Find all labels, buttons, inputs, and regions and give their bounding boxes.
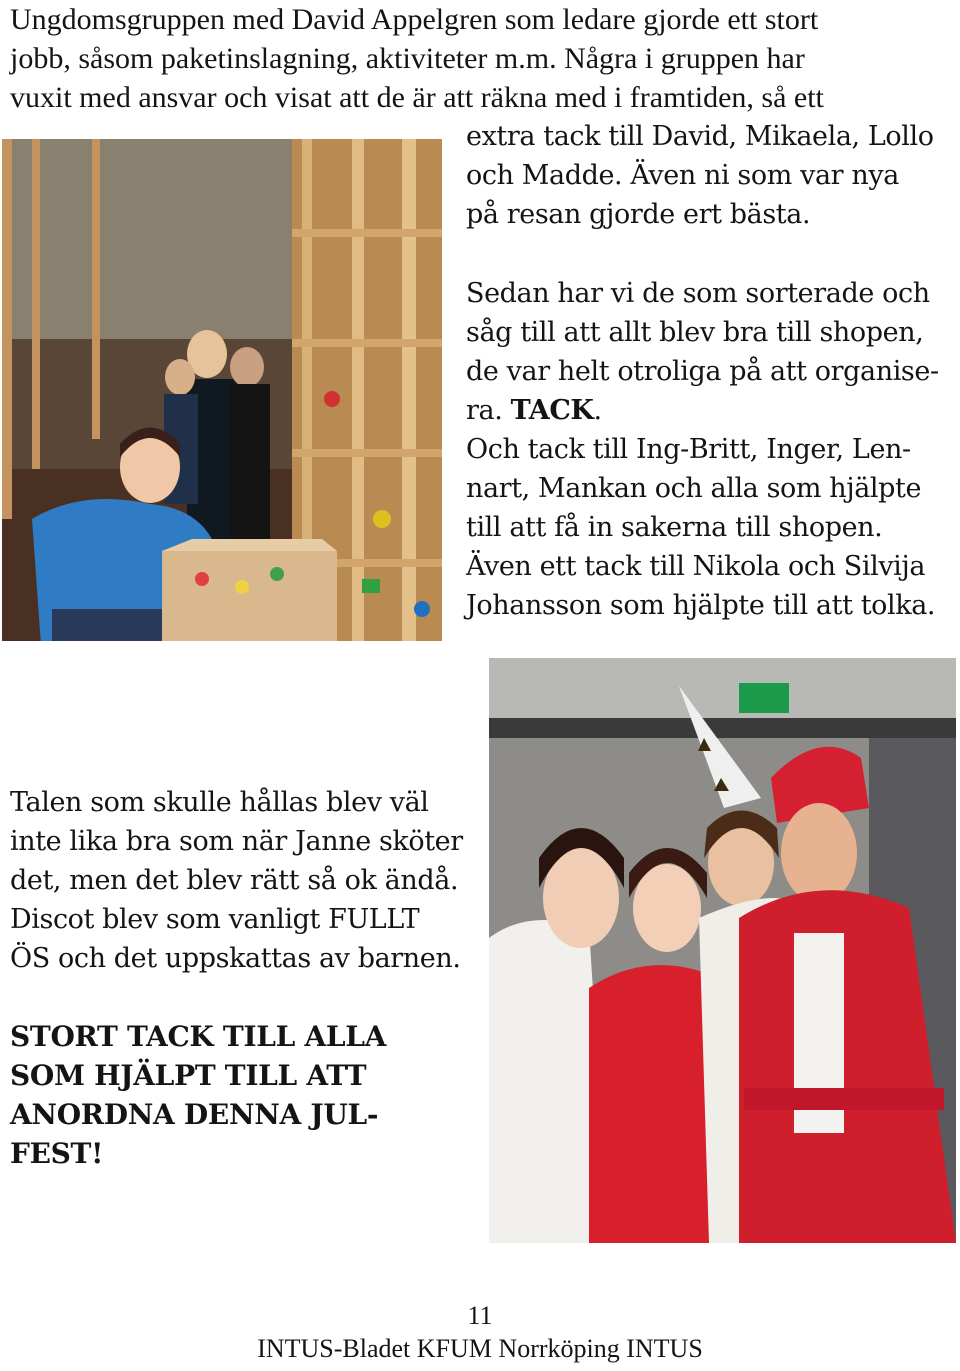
closing-line: ANORDNA DENNA JUL-: [10, 1098, 379, 1131]
thanks-line: och Madde. Även ni som var nya: [466, 160, 899, 191]
helpers-paragraph: [466, 430, 935, 625]
closing-statement: [10, 1017, 386, 1173]
speech-line: Talen som skulle hållas blev väl: [10, 787, 429, 818]
sorting-line: de var helt otroliga på att organise-: [466, 356, 939, 387]
closing-line: FEST!: [10, 1137, 104, 1170]
page-number: 11: [467, 1301, 493, 1330]
helpers-line: Johansson som hjälpte till att tolka.: [466, 590, 936, 621]
storage-room-photo: [2, 139, 442, 641]
helpers-line: Även ett tack till Nikola och Silvija: [466, 551, 926, 582]
sorting-last-line: [466, 391, 939, 430]
speech-line: Discot blev som vanligt FULLT: [10, 904, 420, 935]
closing-line: SOM HJÄLPT TILL ATT: [10, 1059, 367, 1092]
intro-line: Ungdomsgruppen med David Appelgren som ledare gjorde ett stort: [10, 3, 819, 36]
speech-line: det, men det blev rätt så ok ändå.: [10, 865, 459, 896]
helpers-line: till att få in sakerna till shopen.: [466, 512, 883, 543]
sorting-paragraph: [466, 274, 939, 430]
intro-line: vuxit med ansvar och visat att de är att räkna med i framtiden, så ett: [10, 81, 824, 114]
tack-emphasis: TACK: [510, 395, 594, 426]
closing-line: STORT TACK TILL ALLA: [10, 1020, 387, 1053]
intro-paragraph: [10, 0, 824, 117]
costume-party-photo: [489, 658, 956, 1243]
thanks-line: extra tack till David, Mikaela, Lollo: [466, 121, 934, 152]
intro-line: jobb, såsom paketinslagning, aktiviteter m.m. Några i gruppen har: [10, 42, 805, 75]
sorting-last-prefix: ra.: [466, 395, 511, 426]
publication-footer: INTUS-Bladet KFUM Norrköping INTUS: [257, 1334, 703, 1363]
sorting-last-suffix: .: [593, 395, 602, 426]
speech-paragraph: [10, 783, 463, 978]
helpers-line: nart, Mankan och alla som hjälpte: [466, 473, 922, 504]
speech-line: inte lika bra som när Janne sköter: [10, 826, 463, 857]
sorting-line: såg till att allt blev bra till shopen,: [466, 317, 924, 348]
sorting-line: Sedan har vi de som sorterade och: [466, 278, 930, 309]
thanks-paragraph: [466, 117, 934, 234]
speech-line: ÖS och det uppskattas av barnen.: [10, 943, 461, 974]
thanks-line: på resan gjorde ert bästa.: [466, 199, 811, 230]
helpers-line: Och tack till Ing-Britt, Inger, Len-: [466, 434, 911, 465]
